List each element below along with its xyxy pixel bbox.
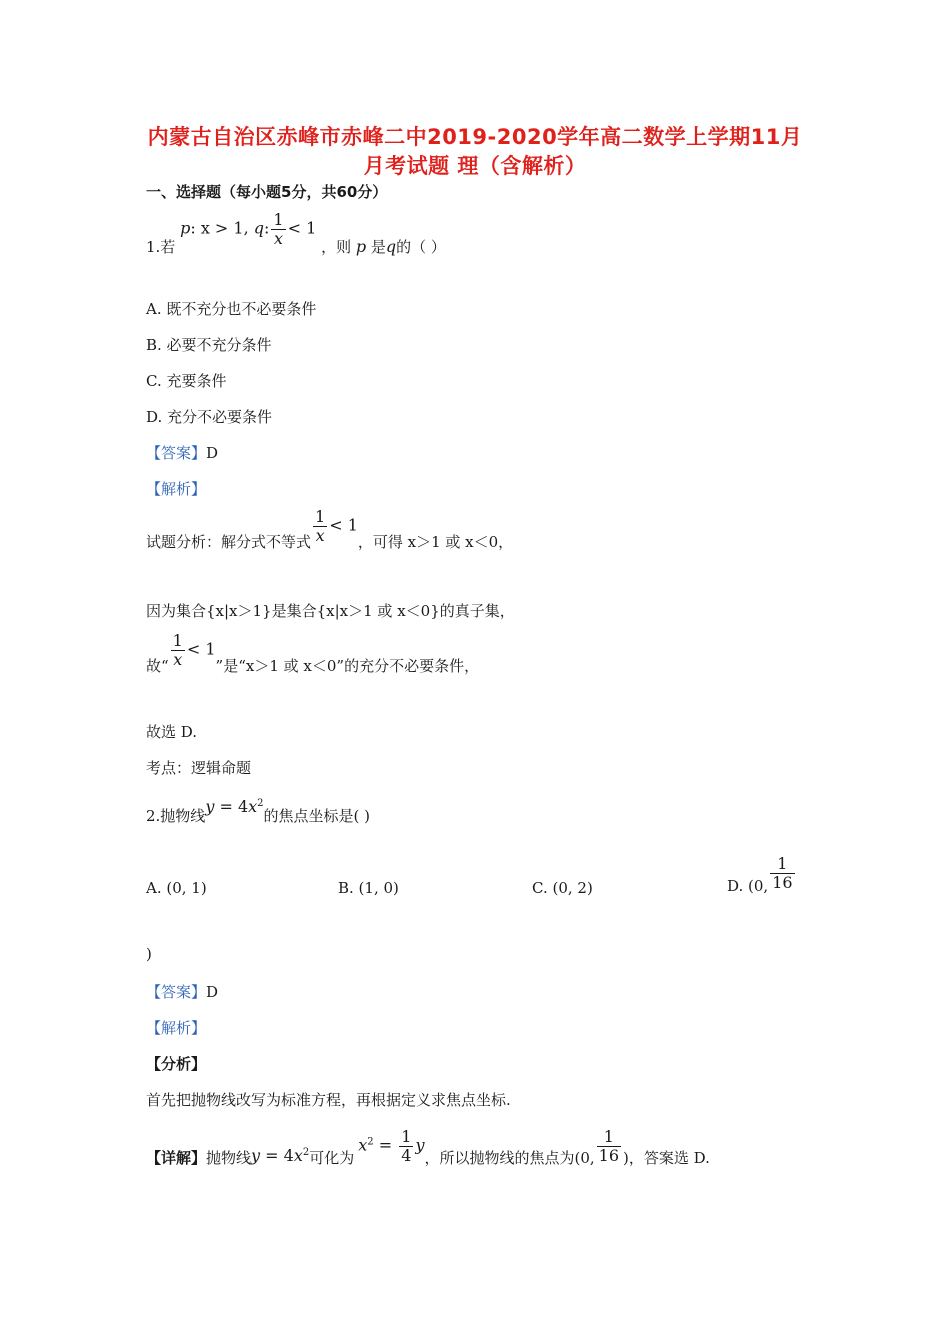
answer-tag: 【答案】: [146, 444, 207, 462]
equation-y-4x2: $y = 4x^2$: [205, 797, 264, 816]
question-1-option-d: D. 充分不必要条件: [146, 408, 273, 426]
question-1-answer: [146, 442, 218, 463]
answer-value: D: [206, 983, 219, 1001]
question-2-stem: 2.抛物线$y = 4x^2$的焦点坐标是( ): [146, 797, 371, 825]
question-2-option-c: C. (0, 2): [532, 879, 593, 897]
question-1-knowledge-point: 考点：逻辑命题: [146, 759, 252, 777]
question-2-option-a: A. (0, 1): [146, 879, 207, 897]
answer-tag: 【答案】: [146, 983, 207, 1001]
document-title-line1: 内蒙古自治区赤峰市赤峰二中2019-2020学年高二数学上学期11月: [147, 125, 803, 149]
question-1-analysis-line-1: 试题分析：解分式不等式 $\frac{1}{x}$ < 1，可得 x＞1 或 x＜0，: [146, 507, 514, 551]
section-heading-choice: 一、选择题（每小题5分，共60分）: [146, 183, 388, 201]
document-title-line2: 月考试题 理（含解析）: [363, 154, 587, 178]
fraction-1-over-x: $\frac{1}{x}$: [315, 507, 326, 545]
fraction-1-over-x: $\frac{1}{x}$: [172, 631, 183, 669]
question-1-option-c: C. 充要条件: [146, 372, 227, 390]
question-1-condition: p: x > 1, q: $\frac{1}{x}$ < 1: [180, 210, 317, 248]
fraction-1-over-16: $\frac{1}{16}$: [598, 1127, 620, 1165]
fraction-1-over-x: $\frac{1}{x}$: [273, 210, 284, 248]
question-1-analysis-line-2: 因为集合{x|x＞1}是集合{x|x＞1 或 x＜0}的真子集，: [146, 602, 515, 620]
question-2-option-d-close: ): [146, 945, 152, 963]
question-1-option-a: A. 既不充分也不必要条件: [146, 300, 317, 318]
question-2-fenxi-text: 首先把抛物线改写为标准方程，再根据定义求焦点坐标.: [146, 1091, 511, 1109]
question-2-answer: [146, 981, 218, 1002]
answer-value: D: [206, 444, 219, 462]
question-2-option-d: D. (0, $\frac{1}{16}$: [727, 854, 793, 895]
question-2-detail: 【详解】抛物线$y = 4x^2$可化为$x^2$ = $\frac{1}{4}$ y，所以抛物线的焦点为(0, $\frac{1}{16}$ )，答案选 D.: [146, 1127, 710, 1167]
question-1-analysis-tag: 【解析】: [146, 480, 207, 498]
question-1-analysis-line-3: 故“ $\frac{1}{x}$ < 1”是“x＞1 或 x＜0”的充分不必要条件，: [146, 631, 480, 675]
fraction-1-over-16: $\frac{1}{16}$: [772, 854, 793, 892]
question-2-number: 2.抛物线: [146, 807, 206, 825]
detail-tag: 【详解】: [146, 1149, 207, 1167]
question-2-option-b: B. (1, 0): [338, 879, 399, 897]
fraction-1-over-4: $\frac{1}{4}$: [401, 1127, 412, 1165]
question-1-stem: 1.若 p: x > 1, q: $\frac{1}{x}$ < 1 ，则 p 是q的（ ）: [146, 210, 446, 256]
question-1-number: 1.若: [146, 238, 176, 256]
question-1-analysis-line-4: 故选 D.: [146, 723, 198, 741]
question-2-analysis-tag: 【解析】: [146, 1019, 207, 1037]
question-1-option-b: B. 必要不充分条件: [146, 336, 272, 354]
equation-x2-quarter-y: $x^2$ = $\frac{1}{4}$ y: [358, 1127, 425, 1165]
question-2-fenxi-tag: 【分析】: [146, 1055, 207, 1073]
